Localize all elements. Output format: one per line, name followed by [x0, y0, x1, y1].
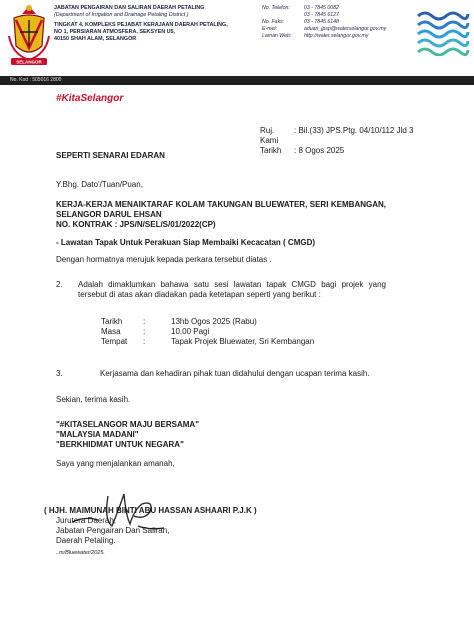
paragraph-number: 2.: [56, 280, 63, 289]
file-reference: ..m/Bluewater/2025.: [56, 550, 105, 556]
water-wave-logo-icon: [416, 6, 470, 56]
contact-value: 03 - 7845 6127: [304, 12, 339, 18]
detail-value: Tapak Projek Bluewater, Sri Kembangan: [171, 337, 315, 346]
selangor-crest-icon: [6, 2, 52, 70]
contact-value: 03 - 7845 0082: [304, 5, 339, 11]
subheading: - Lawatan Tapak Untuk Perakuan Siap Membaiki Kecacatan ( CMGD): [56, 238, 316, 247]
event-details: [101, 317, 314, 347]
contract-number: NO. KONTRAK : JPS/N/SEL/S/01/2022(CP): [56, 220, 216, 229]
contact-label: E-mel:: [262, 26, 277, 32]
cert-code: No. Kod : 505016 2800: [10, 77, 62, 83]
dept-name: JABATAN PENGAIRAN DAN SALIRAN DAERAH PETALING: [54, 5, 205, 11]
detail-label: Tarikh: [101, 317, 123, 326]
crest-banner-label: SELANGOR: [16, 59, 42, 65]
sign-off: Saya yang menjalankan amanah,: [56, 459, 175, 468]
opening-line: Dengan hormatnya merujuk kepada perkara tersebut diatas .: [56, 255, 272, 264]
salutation: Y.Bhg. Dato'/Tuan/Puan,: [56, 180, 143, 189]
closing: Sekian, terima kasih.: [56, 395, 131, 404]
contact-label: No. Telefon:: [262, 5, 290, 11]
letterhead-address: [54, 5, 254, 43]
contact-label: [262, 12, 304, 19]
slogan-line: "#KITASELANGOR MAJU BERSAMA": [56, 420, 199, 429]
letterhead-contacts: [262, 5, 412, 40]
contact-label: No. Faks:: [262, 19, 285, 25]
address-line: 40150 SHAH ALAM, SELANGOR: [54, 36, 137, 42]
paragraph-text: Kerjasama dan kehadiran pihak tuan didahului dengan ucapan terima kasih.: [100, 369, 370, 378]
signatory-dept: Jabatan Pengairan Dan Saliran,: [56, 526, 170, 535]
signatory-district: Daerah Petaling.: [56, 536, 116, 545]
signatory-title: Jurutera Daerah,: [56, 516, 117, 525]
reference-block: [260, 126, 413, 156]
signatory-name: ( HJH. MAIMUNAH BINTI ABU HASSAN ASHAARI P.J.K ): [44, 506, 257, 515]
address-line: TINGKAT 4, KOMPLEKS PEJABAT KERAJAAN DAERAH PETALING,: [54, 22, 228, 28]
ref-label: Ruj. Kami: [260, 126, 279, 145]
contact-label: Laman Web:: [262, 33, 292, 39]
address-line: NO 1, PERSIARAN ATMOSFERA, SEKSYEN U5,: [54, 29, 176, 35]
recipient: SEPERTI SENARAI EDARAN: [56, 151, 165, 160]
detail-sep: :: [143, 317, 146, 326]
contact-value[interactable]: http://water.selangor.gov.my: [304, 33, 369, 39]
subject-title: KERJA-KERJA MENAIKTARAF KOLAM TAKUNGAN BLUEWATER, SERI KEMBANGAN, SELANGOR DARUL EHSAN: [56, 200, 386, 219]
detail-sep: :: [143, 337, 146, 346]
kitaselangor-logo: #KitaSelangor: [56, 93, 124, 104]
paragraph-number: 3.: [56, 369, 63, 378]
slogan-line: "MALAYSIA MADANI": [56, 430, 139, 439]
dept-name-english: (Department of Irrigation and Drainage Petaling District ): [54, 12, 189, 18]
ref-value: : Bil.(33) JPS.Ptg. 04/10/112 Jld 3: [294, 126, 414, 135]
detail-value: 13hb Ogos 2025 (Rabu): [171, 317, 257, 326]
date-label: Tarikh: [260, 146, 282, 155]
date-value: : 8 Ogos 2025: [294, 146, 345, 155]
detail-label: Masa: [101, 327, 121, 336]
detail-value: 10.00 Pagi: [171, 327, 210, 336]
detail-sep: :: [143, 327, 146, 336]
detail-label: Tempat: [101, 337, 128, 346]
contact-value[interactable]: aduan_jpsp@waterselangor.gov.my: [304, 26, 387, 32]
slogan-line: "BERKHIDMAT UNTUK NEGARA": [56, 440, 184, 449]
paragraph-text: Adalah dimaklumkan bahawa satu sesi lawatan tapak CMGD bagi projek yang tersebut di atas akan diadakan pada ketetapan seperti yang berikut :: [78, 280, 386, 299]
contact-value: 03 - 7845 6148: [304, 19, 339, 25]
certification-bar: [0, 76, 474, 85]
